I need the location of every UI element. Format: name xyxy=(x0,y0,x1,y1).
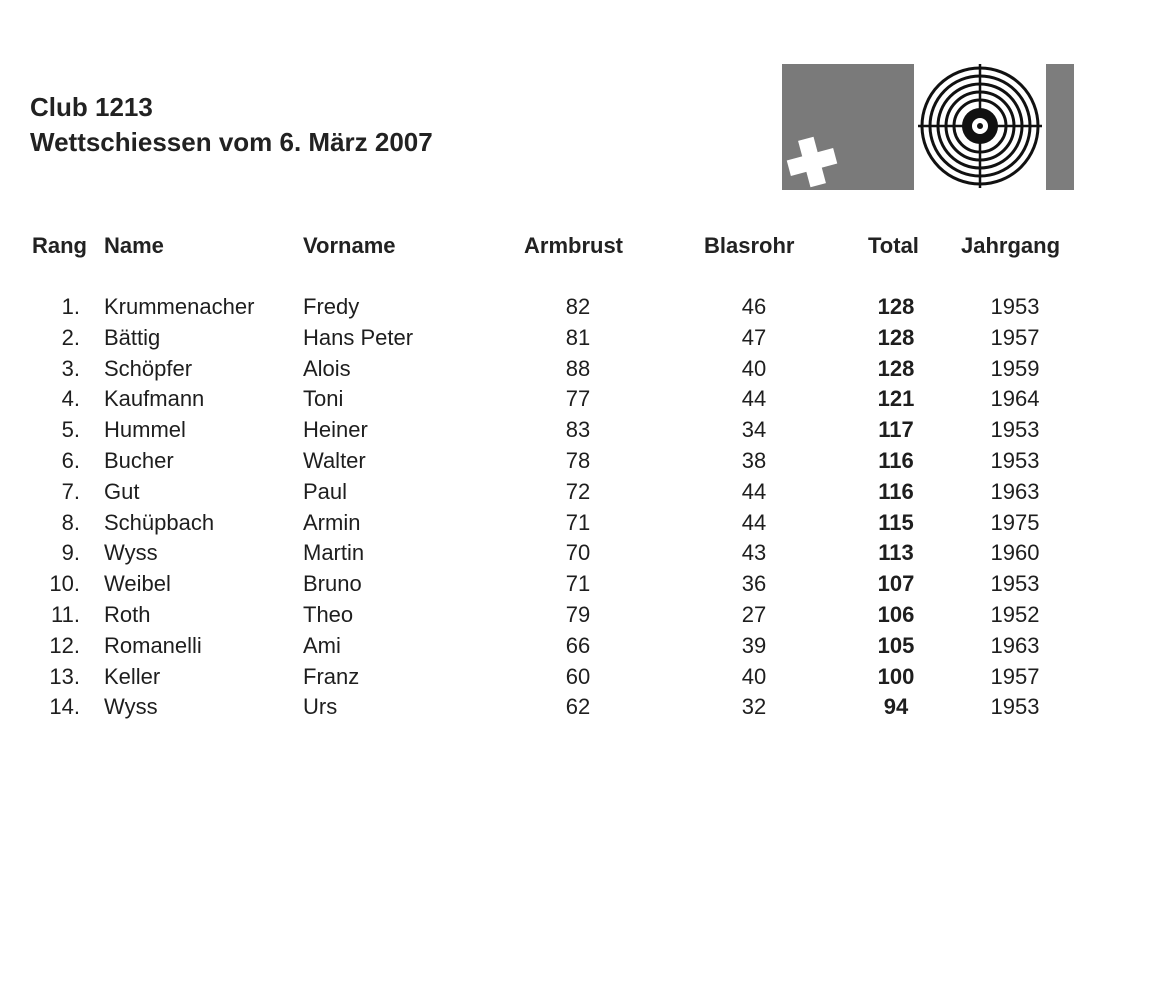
jahrgang-cell: 1963 xyxy=(990,632,1040,658)
logo-bar xyxy=(1046,64,1074,190)
blasrohr-cell: 39 xyxy=(741,632,767,658)
blasrohr-cell: 38 xyxy=(741,448,767,473)
name-cell: Wyss xyxy=(104,694,158,720)
table-row xyxy=(0,507,1152,538)
column-header-armbrust: Armbrust xyxy=(524,233,624,258)
rank-cell: 12. xyxy=(49,632,80,658)
rank-cell: 2. xyxy=(61,324,80,350)
table-row xyxy=(0,383,1152,414)
total-cell: 113 xyxy=(878,540,914,566)
column-header-blasrohr: Blasrohr xyxy=(704,233,795,258)
blasrohr-cell: 27 xyxy=(741,602,767,627)
rank-cell: 14. xyxy=(49,694,80,720)
blasrohr-cell: 44 xyxy=(741,386,767,412)
blasrohr-cell: 40 xyxy=(741,355,767,381)
blasrohr-cell: 34 xyxy=(741,417,767,443)
jahrgang-cell: 1953 xyxy=(990,694,1040,720)
column-header-total: Total xyxy=(868,233,919,258)
total-cell: 115 xyxy=(878,509,914,535)
document-title xyxy=(30,90,433,160)
column-header-vorname: Vorname xyxy=(303,233,396,258)
blasrohr-cell: 43 xyxy=(741,540,767,566)
name-cell: Bättig xyxy=(104,324,161,350)
armbrust-cell: 72 xyxy=(565,478,591,504)
blasrohr-cell: 40 xyxy=(741,663,767,689)
jahrgang-cell: 1953 xyxy=(990,294,1040,319)
name-cell: Romanelli xyxy=(104,632,202,658)
column-header-name: Name xyxy=(104,233,164,258)
rank-cell: 10. xyxy=(49,571,80,597)
table-row xyxy=(0,599,1152,630)
table-row xyxy=(0,322,1152,353)
rank-cell: 3. xyxy=(61,355,80,381)
blasrohr-cell: 47 xyxy=(741,324,767,350)
name-cell: Schüpbach xyxy=(104,509,215,535)
total-cell: 116 xyxy=(878,448,914,473)
rank-cell: 7. xyxy=(61,478,80,504)
armbrust-cell: 71 xyxy=(565,509,591,535)
vorname-cell: Theo xyxy=(303,602,354,627)
armbrust-cell: 70 xyxy=(565,540,591,566)
table-row xyxy=(0,537,1152,568)
table-row xyxy=(0,691,1152,722)
jahrgang-cell: 1964 xyxy=(990,386,1040,412)
vorname-cell: Walter xyxy=(303,448,366,473)
vorname-cell: Fredy xyxy=(303,294,360,319)
table-row xyxy=(0,291,1152,322)
rank-cell: 11. xyxy=(51,602,80,627)
armbrust-cell: 77 xyxy=(565,386,591,412)
rank-cell: 13. xyxy=(49,663,80,689)
total-cell: 128 xyxy=(877,324,915,350)
total-cell: 100 xyxy=(877,663,915,689)
total-cell: 106 xyxy=(877,602,915,627)
total-cell: 94 xyxy=(883,694,909,720)
name-cell: Bucher xyxy=(104,448,174,473)
table-row xyxy=(0,630,1152,661)
blasrohr-cell: 36 xyxy=(741,571,767,597)
column-header-jahrgang: Jahrgang xyxy=(961,233,1061,258)
jahrgang-cell: 1963 xyxy=(990,478,1040,504)
vorname-cell: Bruno xyxy=(303,571,362,597)
blasrohr-cell: 44 xyxy=(741,509,767,535)
swiss-cross-icon xyxy=(782,64,914,190)
jahrgang-cell: 1957 xyxy=(990,324,1040,350)
armbrust-cell: 66 xyxy=(565,632,591,658)
vorname-cell: Ami xyxy=(303,632,341,658)
blasrohr-cell: 32 xyxy=(741,694,767,720)
rank-cell: 4. xyxy=(61,386,80,412)
vorname-cell: Franz xyxy=(303,663,360,689)
name-cell: Wyss xyxy=(104,540,158,566)
armbrust-cell: 83 xyxy=(565,417,591,443)
name-cell: Weibel xyxy=(104,571,171,597)
name-cell: Gut xyxy=(104,478,140,504)
armbrust-cell: 60 xyxy=(565,663,591,689)
club-name: Club 1213 xyxy=(30,92,153,122)
table-row xyxy=(0,414,1152,445)
vorname-cell: Alois xyxy=(303,355,351,381)
jahrgang-cell: 1960 xyxy=(990,540,1040,566)
armbrust-cell: 78 xyxy=(565,448,591,473)
jahrgang-cell: 1957 xyxy=(990,663,1040,689)
table-row xyxy=(0,568,1152,599)
jahrgang-cell: 1953 xyxy=(990,417,1040,443)
total-cell: 128 xyxy=(877,355,915,381)
name-cell: Hummel xyxy=(104,417,186,443)
armbrust-cell: 88 xyxy=(565,355,591,381)
name-cell: Schöpfer xyxy=(104,355,193,381)
total-cell: 105 xyxy=(877,632,915,658)
rank-cell: 9. xyxy=(61,540,80,566)
jahrgang-cell: 1953 xyxy=(990,571,1040,597)
rank-cell: 5. xyxy=(61,417,80,443)
name-cell: Krummenacher xyxy=(104,294,255,319)
vorname-cell: Hans Peter xyxy=(303,324,414,350)
rank-cell: 1. xyxy=(61,294,80,319)
jahrgang-cell: 1975 xyxy=(990,509,1040,535)
armbrust-cell: 71 xyxy=(565,571,591,597)
armbrust-cell: 62 xyxy=(565,694,591,720)
total-cell: 128 xyxy=(877,294,915,319)
blasrohr-cell: 46 xyxy=(741,294,767,319)
column-header-rang: Rang xyxy=(32,233,87,258)
rank-cell: 8. xyxy=(61,509,80,535)
total-cell: 117 xyxy=(878,417,914,443)
vorname-cell: Paul xyxy=(303,478,348,504)
vorname-cell: Armin xyxy=(303,509,361,535)
table-row xyxy=(0,445,1152,476)
total-cell: 107 xyxy=(877,571,915,597)
vorname-cell: Martin xyxy=(303,540,365,566)
total-cell: 116 xyxy=(878,478,914,504)
jahrgang-cell: 1952 xyxy=(990,602,1040,627)
armbrust-cell: 82 xyxy=(565,294,591,319)
total-cell: 121 xyxy=(877,386,915,412)
club-logo xyxy=(782,64,1076,190)
event-title: Wettschiessen vom 6. März 2007 xyxy=(30,127,433,157)
jahrgang-cell: 1959 xyxy=(990,355,1040,381)
jahrgang-cell: 1953 xyxy=(990,448,1040,473)
vorname-cell: Urs xyxy=(303,694,338,720)
name-cell: Keller xyxy=(104,663,161,689)
vorname-cell: Heiner xyxy=(303,417,368,443)
table-row xyxy=(0,476,1152,507)
blasrohr-cell: 44 xyxy=(741,478,767,504)
name-cell: Roth xyxy=(104,602,151,627)
armbrust-cell: 79 xyxy=(565,602,591,627)
table-row xyxy=(0,353,1152,384)
table-row xyxy=(0,661,1152,692)
vorname-cell: Toni xyxy=(303,386,344,412)
target-icon xyxy=(918,64,1042,188)
rank-cell: 6. xyxy=(61,448,80,473)
armbrust-cell: 81 xyxy=(565,324,591,350)
name-cell: Kaufmann xyxy=(104,386,205,412)
